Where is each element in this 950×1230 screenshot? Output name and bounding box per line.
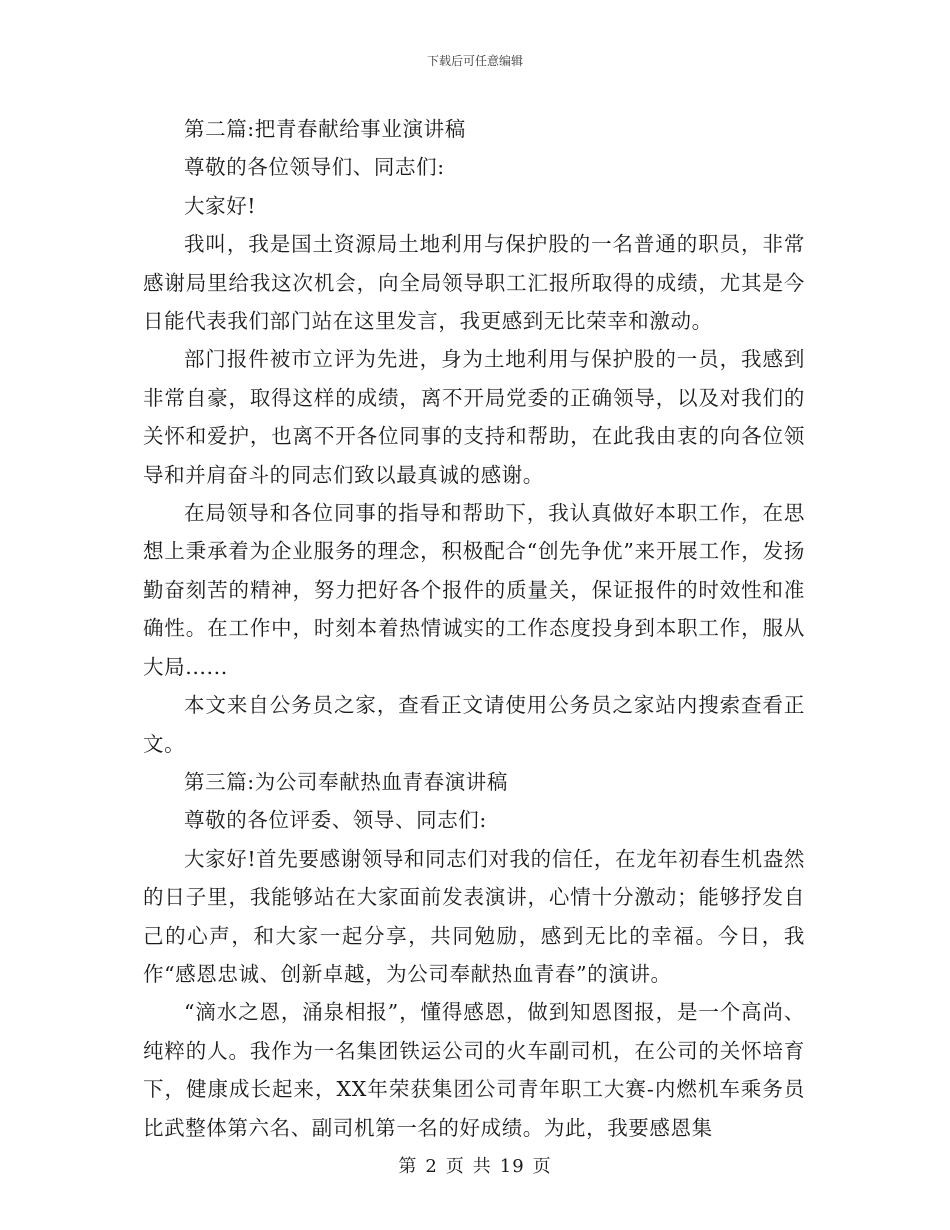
footer-page-word: 页 [445,1156,465,1177]
document-body [143,110,805,1147]
body-paragraph: 大家好!首先要感谢领导和同志们对我的信任，在龙年初春生机盎然的日子里，我能够站在大家面前发表演讲，心情十分激动；能够抒发自己的心声，和大家一起分享，共同勉励，感到无比的幸福。今日，我作“感恩忠诚、创新卓越，为公司奉献热血青春”的演讲。 [143,846,805,986]
footer-total-pages: 19 [499,1156,525,1177]
section-title-3: 第三篇:为公司奉献热血青春演讲稿 [184,769,509,794]
page-header-note: 下载后可任意编辑 [426,54,523,68]
greeting: 大家好! [184,193,257,218]
body-paragraph: 部门报件被市立评为先进，身为土地利用与保护股的一员，我感到非常自豪，取得这样的成绩，离不开局党委的正确领导，以及对我们的关怀和爱护，也离不开各位同事的支持和帮助，在此我由衷的向各位领导和并肩奋斗的同志们致以最真诚的感谢。 [143,347,805,487]
body-paragraph: 在局领导和各位同事的指导和帮助下，我认真做好本职工作，在思想上秉承着为企业服务的理念，积极配合“创先争优”来开展工作，发扬勤奋刻苦的精神，努力把好各个报件的质量关，保证报件的时效性和准确性。在工作中，时刻本着热情诚实的工作态度投身到本职工作，服从大局...... [143,501,805,679]
salutation: 尊敬的各位评委、领导、同志们: [184,808,487,833]
footer-suffix: 页 [532,1156,552,1177]
source-note: 本文来自公务员之家，查看正文请使用公务员之家站内搜索查看正文。 [143,693,805,756]
body-paragraph: “滴水之恩，涌泉相报”，懂得感恩，做到知恩图报，是一个高尚、纯粹的人。我作为一名集团铁运公司的火车副司机，在公司的关怀培育下，健康成长起来，XX年荣获集团公司青年职工大赛-内燃机车乘务员比武整体第六名、副司机第一名的好成绩。为此，我要感恩集 [143,1000,805,1140]
footer-total-word: 共 [472,1156,492,1177]
footer-current-page: 2 [425,1156,438,1177]
salutation: 尊敬的各位领导们、同志们: [184,155,445,180]
page-footer [0,1152,950,1178]
footer-prefix: 第 [398,1156,418,1177]
body-paragraph: 我叫，我是国土资源局土地利用与保护股的一名普通的职员，非常感谢局里给我这次机会，向全局领导职工汇报所取得的成绩，尤其是今日能代表我们部门站在这里发言，我更感到无比荣幸和激动。 [143,232,805,334]
section-title-2: 第二篇:把青春献给事业演讲稿 [184,117,466,141]
